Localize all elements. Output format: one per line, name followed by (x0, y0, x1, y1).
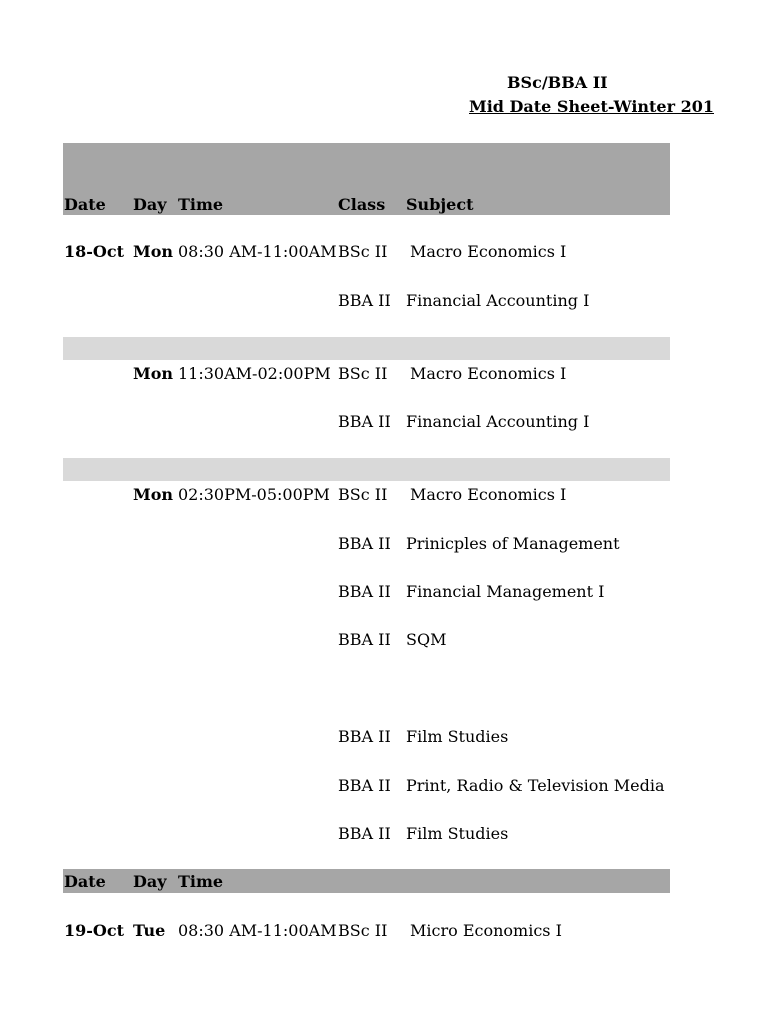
row-class: BBA II (338, 824, 391, 843)
row-class: BBA II (338, 776, 391, 795)
column-header-day: Day (133, 195, 167, 214)
row-subject: Macro Economics I (410, 485, 567, 504)
column-header-day: Day (133, 872, 167, 891)
column-header-date: Date (64, 195, 106, 214)
row-time: 02:30PM-05:00PM (178, 485, 330, 504)
sheet-subtitle: Mid Date Sheet-Winter 201 (469, 97, 714, 116)
row-time: 08:30 AM-11:00AM (178, 242, 337, 261)
row-subject: Financial Management I (406, 582, 605, 601)
row-subject: Financial Accounting I (406, 412, 590, 431)
row-class: BSc II (338, 364, 388, 383)
row-class: BSc II (338, 921, 388, 940)
row-subject: Micro Economics I (410, 921, 562, 940)
row-class: BSc II (338, 242, 388, 261)
row-subject: Macro Economics I (410, 242, 567, 261)
row-subject: Financial Accounting I (406, 291, 590, 310)
row-time: 08:30 AM-11:00AM (178, 921, 337, 940)
sheet-title: BSc/BBA II (507, 73, 608, 92)
row-class: BBA II (338, 412, 391, 431)
row-class: BBA II (338, 582, 391, 601)
column-header-date: Date (64, 872, 106, 891)
row-date: 18-Oct (64, 242, 124, 261)
row-subject: Film Studies (406, 824, 509, 843)
row-class: BSc II (338, 485, 388, 504)
row-class: BBA II (338, 630, 391, 649)
column-header-time: Time (178, 195, 224, 214)
row-class: BBA II (338, 727, 391, 746)
column-header-subject: Subject (406, 195, 474, 214)
row-class: BBA II (338, 291, 391, 310)
row-subject: SQM (406, 630, 447, 649)
row-subject: Prinicples of Management (406, 534, 620, 553)
row-day: Tue (133, 921, 166, 940)
row-day: Mon (133, 242, 174, 261)
row-day: Mon (133, 485, 174, 504)
row-time: 11:30AM-02:00PM (178, 364, 331, 383)
row-day: Mon (133, 364, 174, 383)
row-date: 19-Oct (64, 921, 124, 940)
row-subject: Film Studies (406, 727, 509, 746)
row-separator-band (63, 458, 670, 481)
row-class: BBA II (338, 534, 391, 553)
column-header-time: Time (178, 872, 224, 891)
row-subject: Print, Radio & Television Media (406, 776, 665, 795)
row-separator-band (63, 337, 670, 360)
column-header-class: Class (338, 195, 386, 214)
row-subject: Macro Economics I (410, 364, 567, 383)
